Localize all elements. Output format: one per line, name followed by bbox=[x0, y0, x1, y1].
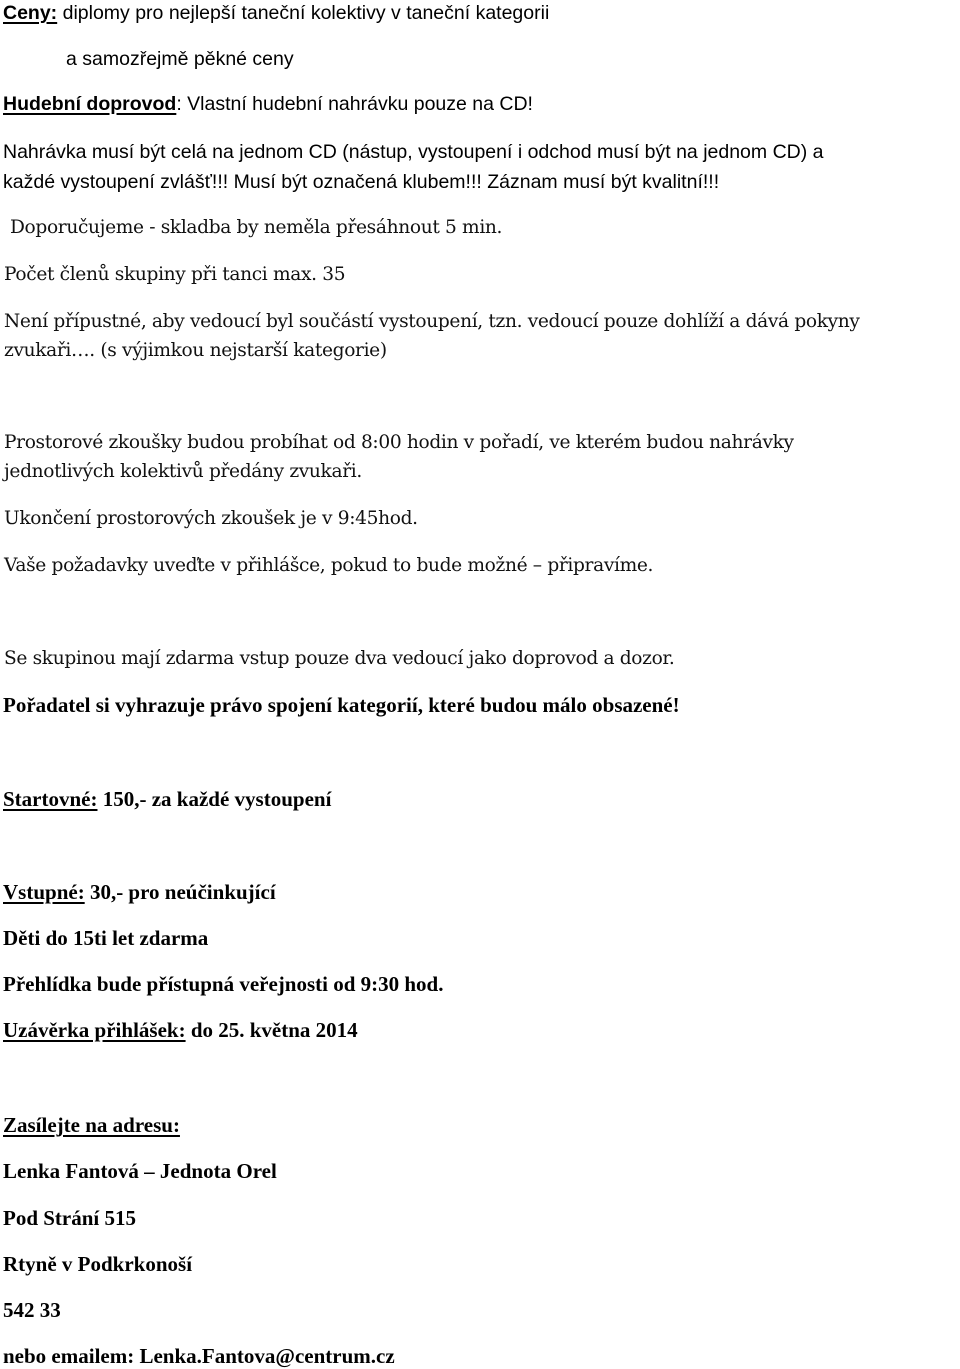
ceny-label: Ceny: bbox=[3, 2, 58, 24]
ceny-line-2: a samozřejmě pěkné ceny bbox=[66, 48, 294, 70]
poradatel-text: Pořadatel si vyhrazuje právo spojení kategorií, které budou málo obsazené! bbox=[3, 693, 680, 717]
startovne-line bbox=[3, 786, 331, 812]
pocet-clenu-text: Počet členů skupiny při tanci max. 35 bbox=[4, 264, 346, 285]
ukonceni-zkousek-text: Ukončení prostorových zkoušek je v 9:45hod. bbox=[4, 508, 418, 529]
uzaverka-label: Uzávěrka přihlášek: bbox=[3, 1018, 186, 1042]
uzaverka-line bbox=[3, 1017, 358, 1043]
startovne-label: Startovné: bbox=[3, 787, 98, 811]
neni-pripustne-line-1: Není přípustné, aby vedoucí byl součástí vystoupení, tzn. vedoucí pouze dohlíží a dává pokyny bbox=[4, 311, 860, 332]
adresa-street: Pod Strání 515 bbox=[3, 1206, 137, 1230]
adresa-name: Lenka Fantová – Jednota Orel bbox=[3, 1159, 277, 1183]
vstupne-label: Vstupné: bbox=[3, 880, 85, 904]
hudba-line-3: každé vystoupení zvlášť!!! Musí být označená klubem!!! Záznam musí být kvalitní!!! bbox=[3, 171, 720, 193]
ceny-text: diplomy pro nejlepší taneční kolektivy v taneční kategorii bbox=[57, 2, 550, 24]
vstupne-text: 30,- pro neúčinkující bbox=[84, 880, 276, 904]
neni-pripustne-line-2: zvukaři…. (s výjimkou nejstarší kategorie) bbox=[4, 340, 387, 361]
hudba-line bbox=[3, 91, 533, 117]
zkousky-line-2: jednotlivých kolektivů předány zvukaři. bbox=[4, 461, 362, 482]
pozadavky-text: Vaše požadavky uveďte v přihlášce, pokud to bude možné – připravíme. bbox=[4, 555, 654, 576]
adresa-zip: 542 33 bbox=[3, 1298, 61, 1322]
uzaverka-text: do 25. května 2014 bbox=[185, 1018, 358, 1042]
vstup-vedouci-text: Se skupinou mají zdarma vstup pouze dva vedoucí jako doprovod a dozor. bbox=[4, 648, 675, 669]
doporucujeme-text: Doporučujeme - skladba by neměla přesáhnout 5 min. bbox=[10, 217, 503, 238]
ceny-line bbox=[3, 0, 549, 26]
hudba-line-2: Nahrávka musí být celá na jednom CD (nástup, vystoupení i odchod musí být na jednom CD) a bbox=[3, 141, 824, 163]
hudba-text: : Vlastní hudební nahrávku pouze na CD! bbox=[176, 93, 533, 115]
vstupne-line bbox=[3, 879, 276, 905]
prehlidka-text: Přehlídka bude přístupná veřejnosti od 9:30 hod. bbox=[3, 972, 444, 996]
zkousky-line-1: Prostorové zkoušky budou probíhat od 8:00 hodin v pořadí, ve kterém budou nahrávky bbox=[4, 432, 794, 453]
deti-zdarma-text: Děti do 15ti let zdarma bbox=[3, 926, 209, 950]
adresa-city: Rtyně v Podkrkonoší bbox=[3, 1252, 193, 1276]
startovne-text: 150,- za každé vystoupení bbox=[97, 787, 332, 811]
email-line: nebo emailem: Lenka.Fantova@centrum.cz bbox=[3, 1344, 395, 1368]
hudba-label: Hudební doprovod bbox=[3, 93, 177, 115]
adresa-label: Zasílejte na adresu: bbox=[3, 1113, 180, 1137]
